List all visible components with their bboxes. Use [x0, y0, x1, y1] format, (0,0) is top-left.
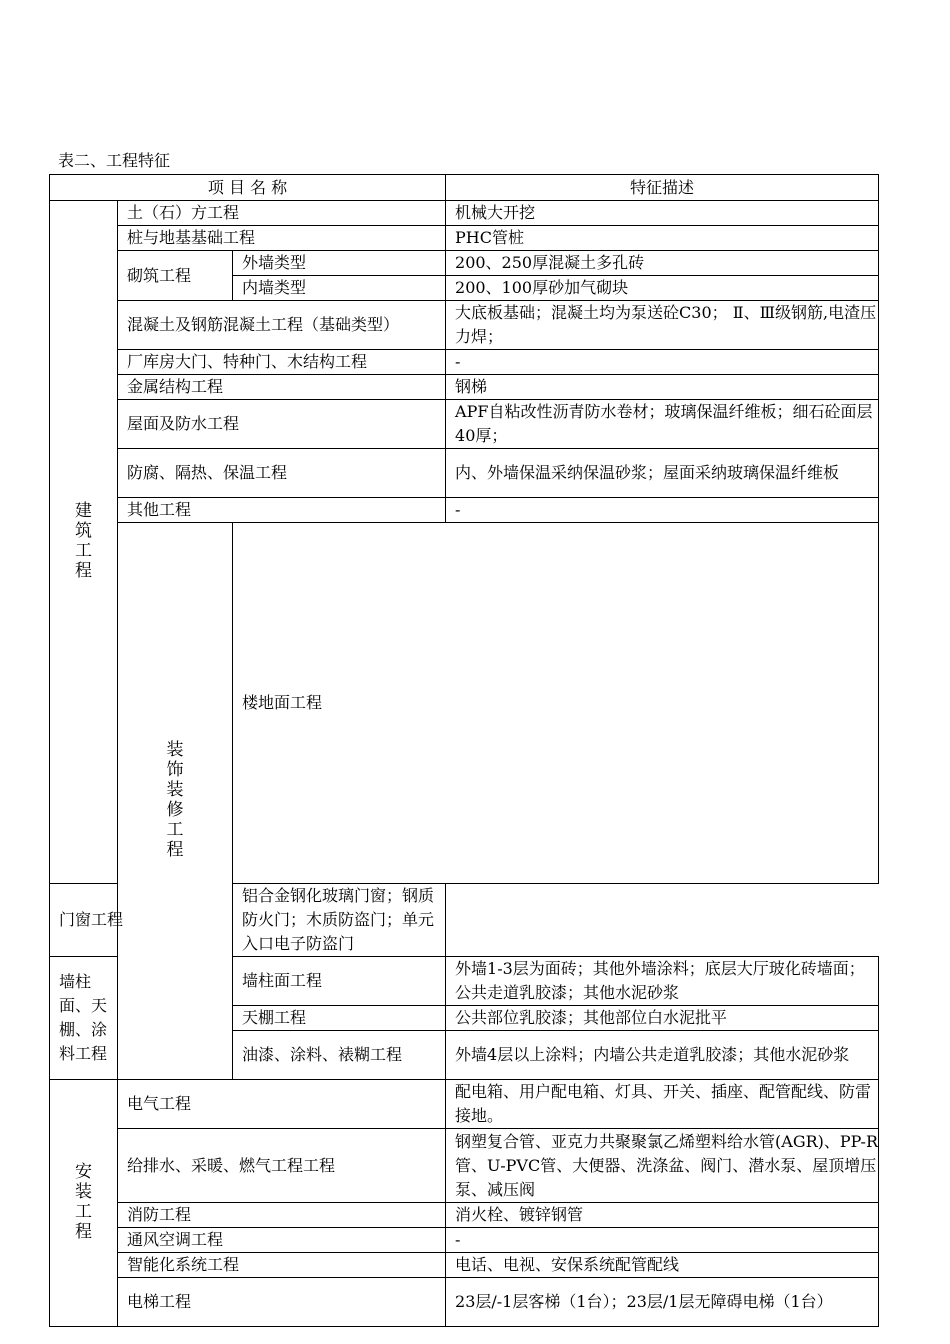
item-description: 内、外墙保温采纳保温砂浆；屋面采纳玻璃保温纤维板: [446, 449, 879, 498]
item-name: 墙柱面、天棚、涂料工程: [50, 957, 118, 1080]
table-row: [50, 1129, 879, 1203]
item-description: 铝合金钢化玻璃门窗；钢质防火门；木质防盗门；单元入口电子防盗门: [233, 884, 446, 957]
table-row: [50, 301, 879, 350]
table-row: [50, 449, 879, 498]
item-description: 配电箱、用户配电箱、灯具、开关、插座、配管配线、防雷接地。: [446, 1080, 879, 1129]
section-decoration: [118, 523, 233, 1080]
item-description: APF自粘改性沥青防水卷材；玻璃保温纤维板；细石砼面层40厚；: [446, 400, 879, 449]
sub-item-name: 外墙类型: [233, 251, 446, 276]
table-header-row: [50, 175, 879, 201]
header-description: 特征描述: [446, 175, 879, 201]
table-row: [50, 375, 879, 400]
item-description: 200、100厚砂加气砌块: [446, 276, 879, 301]
table-row: [50, 1228, 879, 1253]
table-row: [50, 1253, 879, 1278]
item-description: 钢梯: [446, 375, 879, 400]
section-building: [50, 201, 118, 884]
table-row: [50, 1203, 879, 1228]
item-name: 土（石）方工程: [118, 201, 446, 226]
table-row: [50, 884, 879, 957]
table-row: [50, 400, 879, 449]
item-description: 公共部位乳胶漆；其他部位白水泥批平: [446, 1006, 879, 1031]
item-name: 防腐、隔热、保温工程: [118, 449, 446, 498]
item-description: 200、250厚混凝土多孔砖: [446, 251, 879, 276]
item-description: -: [446, 498, 879, 523]
item-name: 电梯工程: [118, 1278, 446, 1327]
section-installation: [50, 1080, 118, 1327]
item-description: 23层/-1层客梯（1台）；23层/1层无障碍电梯（1台）: [446, 1278, 879, 1327]
item-name: 楼地面工程: [233, 523, 879, 884]
item-name: 消防工程: [118, 1203, 446, 1228]
section-label: 安装工程: [75, 1162, 92, 1242]
engineering-features-table: [49, 174, 879, 1327]
item-description: -: [446, 350, 879, 375]
table-row: [50, 201, 879, 226]
table-row: [50, 350, 879, 375]
sub-item-name: 内墙类型: [233, 276, 446, 301]
item-name: 电气工程: [118, 1080, 446, 1129]
table-row: [50, 1278, 879, 1327]
item-name: 厂库房大门、特种门、木结构工程: [118, 350, 446, 375]
table-row: [50, 251, 879, 276]
item-name: 其他工程: [118, 498, 446, 523]
item-description: 大底板基础；混凝土均为泵送砼C30； Ⅱ、Ⅲ级钢筋,电渣压力焊；: [446, 301, 879, 350]
sub-item-name: 天棚工程: [233, 1006, 446, 1031]
table-row: [50, 523, 879, 884]
item-description: 外墙1-3层为面砖；其他外墙涂料；底层大厅玻化砖墙面；公共走道乳胶漆；其他水泥砂浆: [446, 957, 879, 1006]
table-row: [50, 226, 879, 251]
item-description: 机械大开挖: [446, 201, 879, 226]
item-description: 钢塑复合管、亚克力共聚聚氯乙烯塑料给水管(AGR)、PP-R管、U-PVC管、大便器、洗涤盆、阀门、潜水泵、屋顶增压泵、减压阀: [446, 1129, 879, 1203]
table-row: [50, 498, 879, 523]
sub-item-name: 墙柱面工程: [233, 957, 446, 1006]
header-item-name: 项 目 名 称: [50, 175, 446, 201]
table-caption: 表二、工程特征: [58, 151, 171, 170]
item-name: 砌筑工程: [118, 251, 233, 301]
item-name: 门窗工程: [50, 884, 233, 957]
item-name: 屋面及防水工程: [118, 400, 446, 449]
item-description: 电话、电视、安保系统配管配线: [446, 1253, 879, 1278]
item-description: 消火栓、镀锌钢管: [446, 1203, 879, 1228]
sub-item-name: 油漆、涂料、裱糊工程: [233, 1031, 446, 1080]
item-name: 金属结构工程: [118, 375, 446, 400]
item-name: 智能化系统工程: [118, 1253, 446, 1278]
table-row: [50, 1080, 879, 1129]
item-name: 桩与地基基础工程: [118, 226, 446, 251]
item-name: 混凝土及钢筋混凝土工程（基础类型）: [118, 301, 446, 350]
section-label: 建筑工程: [75, 501, 92, 581]
item-description: PHC管桩: [446, 226, 879, 251]
item-name: 给排水、采暖、燃气工程工程: [118, 1129, 446, 1203]
section-label: 装饰装修工程: [166, 740, 184, 860]
item-description: 外墙4层以上涂料；内墙公共走道乳胶漆；其他水泥砂浆: [446, 1031, 879, 1080]
item-description: -: [446, 1228, 879, 1253]
item-name: 通风空调工程: [118, 1228, 446, 1253]
